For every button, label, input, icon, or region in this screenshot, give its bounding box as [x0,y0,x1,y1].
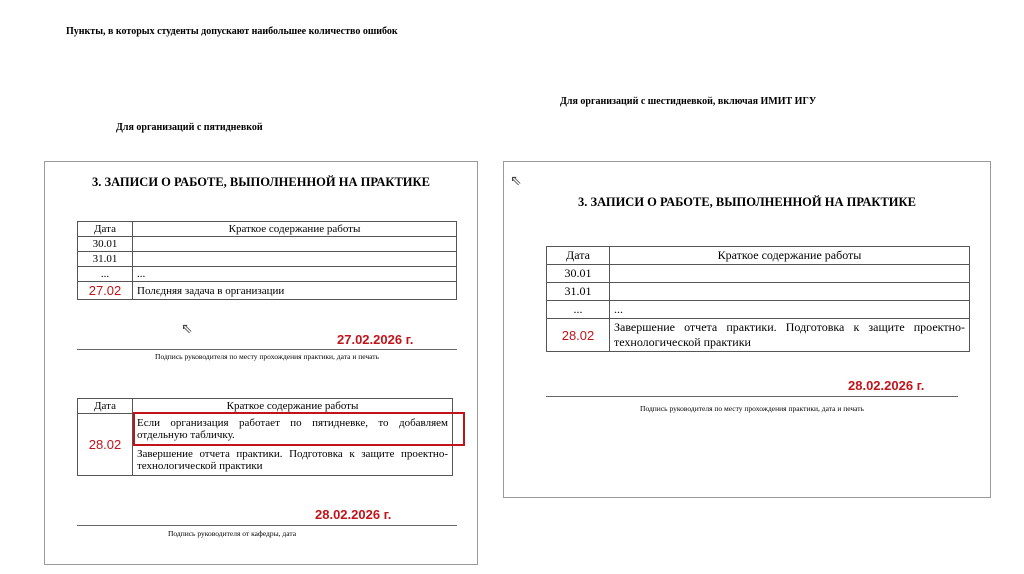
mouse-cursor-icon: ⇖ [181,321,193,337]
row-content: ... [133,267,457,282]
left-signature-caption-1: Подпись руководителя по месту прохождения практики, дата и печать [155,352,379,361]
signature-line [546,396,958,397]
row-date: ... [78,267,133,282]
right-caption: Для организаций с шестидневкой, включая ИМИТ ИГУ [560,96,817,107]
table-row [547,301,970,319]
row-date-highlight: 28.02 [547,319,610,352]
left-date-stamp-1: 27.02.2026 г. [337,332,414,347]
left-signature-caption-2: Подпись руководителя от кафедры, дата [167,529,297,538]
table-row [547,319,970,352]
right-section-title: 3. ЗАПИСИ О РАБОТЕ, ВЫПОЛНЕННОЙ НА ПРАКТИКЕ [578,195,916,209]
table-row [78,237,457,252]
row-content-note: Если организация работает по пятидневке, то добавляем отдельную табличку. [133,414,453,445]
slide-heading: Пункты, в которых студенты допускают наибольшее количество ошибок [66,26,398,37]
row-content [133,237,457,252]
table-row [547,265,970,283]
row-date: ... [547,301,610,319]
row-content [610,283,970,301]
row-date: 30.01 [78,237,133,252]
left-caption: Для организаций с пятидневкой [116,122,263,133]
table-row [78,445,453,476]
row-content: Полєдняя задача в организации [133,282,457,300]
row-content: ... [610,301,970,319]
highlight-box [133,412,465,446]
signature-line [77,349,457,350]
table-row [78,282,457,300]
left-section-title: 3. ЗАПИСИ О РАБОТЕ, ВЫПОЛНЕННОЙ НА ПРАКТИКЕ [92,175,430,189]
col-content-header: Краткое содержание работы [133,399,453,414]
col-date-header: Дата [78,222,133,237]
col-date-header: Дата [78,399,133,414]
row-content: Завершение отчета практики. Подготовка к защите проектно-технологической практики [610,319,970,352]
right-records-table [546,246,970,352]
col-content-header: Краткое содержание работы [133,222,457,237]
right-date-stamp: 28.02.2026 г. [848,378,925,393]
row-date: 31.01 [78,252,133,267]
mouse-cursor-icon: ⇖ [510,173,522,189]
row-content [133,252,457,267]
row-content: Завершение отчета практики. Подготовка к защите проектно-технологической практики [133,445,453,476]
right-document-panel [503,161,991,498]
table-row [78,252,457,267]
row-date: 30.01 [547,265,610,283]
left-date-stamp-2: 28.02.2026 г. [315,507,392,522]
col-content-header: Краткое содержание работы [610,247,970,265]
left-records-table [77,221,457,300]
row-date-highlight: 27.02 [78,282,133,300]
row-date: 31.01 [547,283,610,301]
table-row [547,283,970,301]
col-date-header: Дата [547,247,610,265]
row-content [610,265,970,283]
table-row [78,267,457,282]
left-document-panel [44,161,478,565]
signature-line [77,525,457,526]
row-date-highlight: 28.02 [78,414,133,476]
right-signature-caption: Подпись руководителя по месту прохождения практики, дата и печать [640,404,864,413]
